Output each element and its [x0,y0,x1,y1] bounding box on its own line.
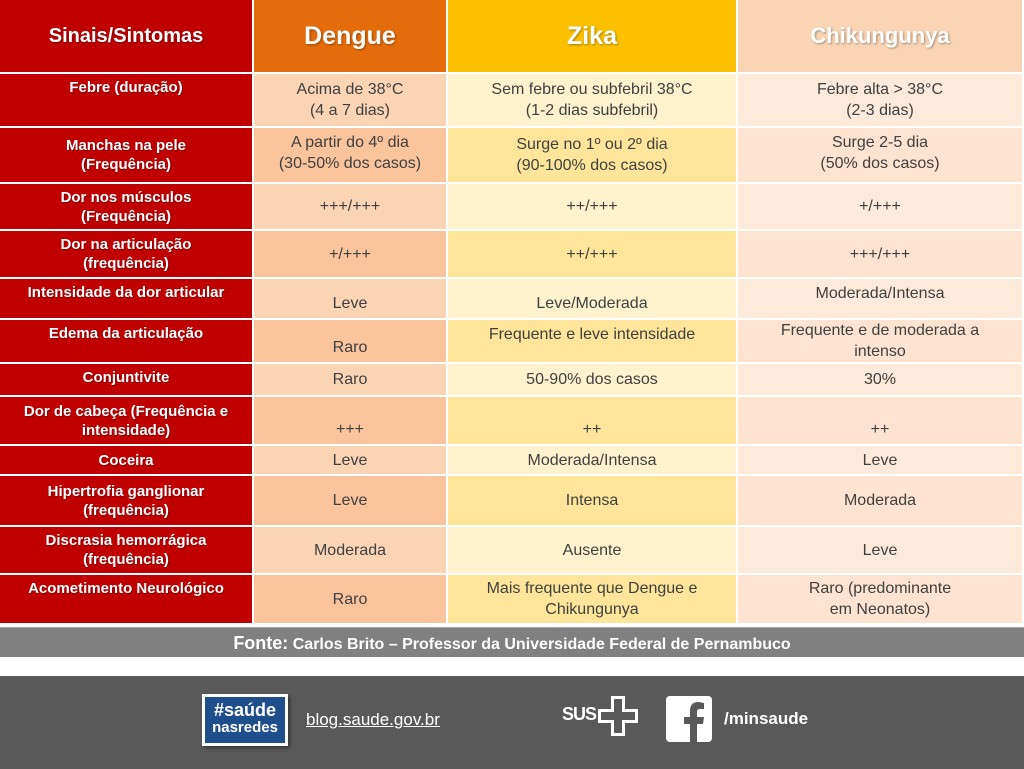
sign-cell: Dor na articulação (frequência) [0,231,254,279]
facebook-handle[interactable]: /minsaude [724,709,809,728]
dengue-cell: Leve [254,476,448,527]
header-chikungunya: Chikungunya [738,0,1024,74]
dengue-cell: +++ [254,397,448,446]
zika-cell: Moderada/Intensa [448,446,738,476]
sign-cell: Acometimento Neurológico [0,575,254,625]
chikungunya-cell: +++/+++ [738,231,1024,279]
sign-cell: Febre (duração) [0,74,254,128]
table-row [0,74,1024,128]
dengue-cell: Raro [254,320,448,364]
blog-link[interactable]: blog.saude.gov.br [306,710,440,729]
sign-cell: Intensidade da dor articular [0,279,254,320]
table-row [0,527,1024,575]
table-row [0,184,1024,231]
header-dengue: Dengue [254,0,448,74]
zika-cell: Mais frequente que Dengue e Chikungunya [448,575,738,625]
chikungunya-cell: ++ [738,397,1024,446]
zika-cell: ++/+++ [448,231,738,279]
chikungunya-cell: +/+++ [738,184,1024,231]
chikungunya-cell: 30% [738,364,1024,397]
zika-cell: Ausente [448,527,738,575]
footer-bar [0,676,1024,769]
chikungunya-cell: Frequente e de moderada a intenso [738,320,1024,364]
dengue-cell: +++/+++ [254,184,448,231]
sign-cell: Dor nos músculos (Frequência) [0,184,254,231]
chikungunya-cell: Febre alta > 38°C (2-3 dias) [738,74,1024,128]
sign-cell: Dor de cabeça (Frequência e intensidade) [0,397,254,446]
zika-cell: Leve/Moderada [448,279,738,320]
header-zika: Zika [448,0,738,74]
sign-cell: Edema da articulação [0,320,254,364]
badge-line2: nasredes [212,719,278,736]
table-row [0,231,1024,279]
chikungunya-cell: Leve [738,446,1024,476]
zika-cell: Surge no 1º ou 2º dia (90-100% dos casos) [448,128,738,184]
table-row [0,476,1024,527]
zika-cell: 50-90% dos casos [448,364,738,397]
header-signs: Sinais/Sintomas [0,0,254,74]
table-row [0,446,1024,476]
table-row [0,397,1024,446]
facebook-icon[interactable] [666,696,712,742]
chikungunya-cell: Moderada/Intensa [738,279,1024,320]
badge-line1: #saúde [213,700,277,720]
dengue-cell: +/+++ [254,231,448,279]
table-row [0,279,1024,320]
chikungunya-cell: Moderada [738,476,1024,527]
zika-cell: Intensa [448,476,738,527]
dengue-cell: Raro [254,575,448,625]
sus-cross-icon [596,694,640,738]
dengue-cell: Raro [254,364,448,397]
dengue-cell: Acima de 38°C (4 a 7 dias) [254,74,448,128]
dengue-cell: A partir do 4º dia (30-50% dos casos) [254,128,448,184]
sign-cell: Discrasia hemorrágica (frequência) [0,527,254,575]
chikungunya-cell: Raro (predominante em Neonatos) [738,575,1024,625]
sign-cell: Manchas na pele (Frequência) [0,128,254,184]
table-row [0,320,1024,364]
saude-nas-redes-badge[interactable] [202,694,288,746]
sus-logo-text: SUS [562,704,597,724]
header-row [0,0,1024,74]
chikungunya-cell: Surge 2-5 dia (50% dos casos) [738,128,1024,184]
chikungunya-cell: Leve [738,527,1024,575]
dengue-cell: Moderada [254,527,448,575]
sign-cell: Conjuntivite [0,364,254,397]
zika-cell: Sem febre ou subfebril 38°C (1-2 dias subfebril) [448,74,738,128]
source-label: Fonte: [233,633,289,653]
zika-cell: Frequente e leve intensidade [448,320,738,364]
sign-cell: Hipertrofia ganglionar (frequência) [0,476,254,527]
table-row [0,128,1024,184]
source-text: Carlos Brito – Professor da Universidade Federal de Pernambuco [292,636,791,653]
sign-cell: Coceira [0,446,254,476]
dengue-cell: Leve [254,446,448,476]
dengue-cell: Leve [254,279,448,320]
table-row [0,575,1024,625]
zika-cell: ++ [448,397,738,446]
source-bar [0,627,1024,657]
table-row [0,364,1024,397]
zika-cell: ++/+++ [448,184,738,231]
